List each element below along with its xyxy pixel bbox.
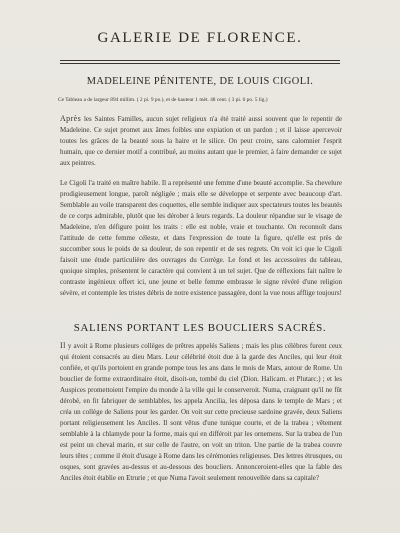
paragraph bbox=[60, 113, 342, 169]
drop-cap: Après bbox=[60, 114, 82, 123]
paragraph-text: y avoit à Rome plusieurs collèges de prêtres appelés Saliens ; mais les plus célèbres furent ceux qui étoient consacrés au dieu Mars. Leur célébrité étoit due à la garde des Anciles, qui leur étoit confiée, et qu'ils portoient en grande pompe tous les ans dans le mois de Mars, autour de Rome. Un bouclier de forme extraordinaire étoit, disoit-on, tombé du ciel (Dion. Halicarn. et Plutarc.) ; et les Auspices promettoient l'empire du monde à la ville qui le conserveroit. Numa, craignant qu'il ne fût dérobé, en fit fabriquer de semblables, les appela Ancilia, les déposa dans le temple de Mars ; et créa un collège de Saliens pour les garder. On voit sur cette precieuse sardoine gravée, deux Saliens portant religieusement les Anciles. Il sont vêtus d'une tunique courte, et de la trabea ; vêtement semblable à la chlamyde pour la forme, mais qui en différoit par les ornemens. Sur la trabea de l'un est peint un cheval marin, et sur celle de l'autre, on voit un triton. Une partie de la trabea couvre leurs têtes ; comme il étoit d'usage à Rome dans les cérémonies religieuses. Des lettres étrusques, ou osques, sont gravées au-dessus et au-dessous des boucliers. Annonceroient-elles que la fable des Anciles étoit établie en Etrurie ; et que Numa l'avoit seulement renouvellée dans sa capitale? bbox=[60, 342, 342, 482]
painting-dimensions: Ce Tableau a de largeur 894 millim. ( 2 pi. 9 po.), et de hauteur 1 mèt. 48 cent. ( 3 pi. 6 po. 5 lig.) bbox=[58, 97, 268, 103]
drop-cap: Il bbox=[60, 341, 66, 350]
paragraph-text: les Saintes Familles, aucun sujet religieux n'a été traité aussi souvent que le repentir de Madeleine. Ce sujet promet aux âmes foibles une expiation et un pardon ; et il laisse apercevoir toutes les grâces de la beauté sous la haire et le silice. On peut croire, sans calomnier l'esprit humain, que ce dernier motif a contribué, au moins autant que le premier, à faire demander ce sujet aux peintres. bbox=[60, 115, 342, 167]
section-title: SALIENS PORTANT LES BOUCLIERS SACRÉS. bbox=[73, 322, 327, 334]
paragraph: Le Cigoli l'a traité en maître habile. Il a représenté une femme d'une beauté accomplie. Sa chevelure prodigieusement longue, paroît négligée ; mais elle se développe et serpente avec beaucoup d'art. Semblable au voile transparent des coquettes, elle semble indiquer aux spectateurs toutes les beautés de ce corps admirable, plutôt que les dérober à leurs regards. La douleur répandue sur le visage de Madeleine, n'en défigure point les traits : elle est noble, vraie et touchante. On reconnoît dans l'attitude de cette femme céleste, et dans l'expression de toute la figure, qu'elle est près de succomber sous le poids de sa douleur, de son repentir et de ses regrets. On voit ici que le Cigoli faisoit une étude particulière des ouvrages du Corrège. Le fond et les accessoires du tableau, quoique simples, présentent le caractère qui convient à un tel sujet. Que de réflexions fait naître le contraste ingénieux offert ici, une jeune et belle femme embrasse le signe révéré d'une religion sévère, et contemple les tristes débris de notre existence passagère, dont la vue nous afflige toujours! bbox=[60, 179, 342, 297]
header-rule bbox=[60, 60, 340, 61]
page-header: GALERIE DE FLORENCE. bbox=[97, 30, 303, 46]
section-title: MADELEINE PÉNITENTE, DE LOUIS CIGOLI. bbox=[86, 76, 314, 87]
paragraph bbox=[60, 340, 342, 484]
header-rule-thin bbox=[60, 63, 340, 64]
